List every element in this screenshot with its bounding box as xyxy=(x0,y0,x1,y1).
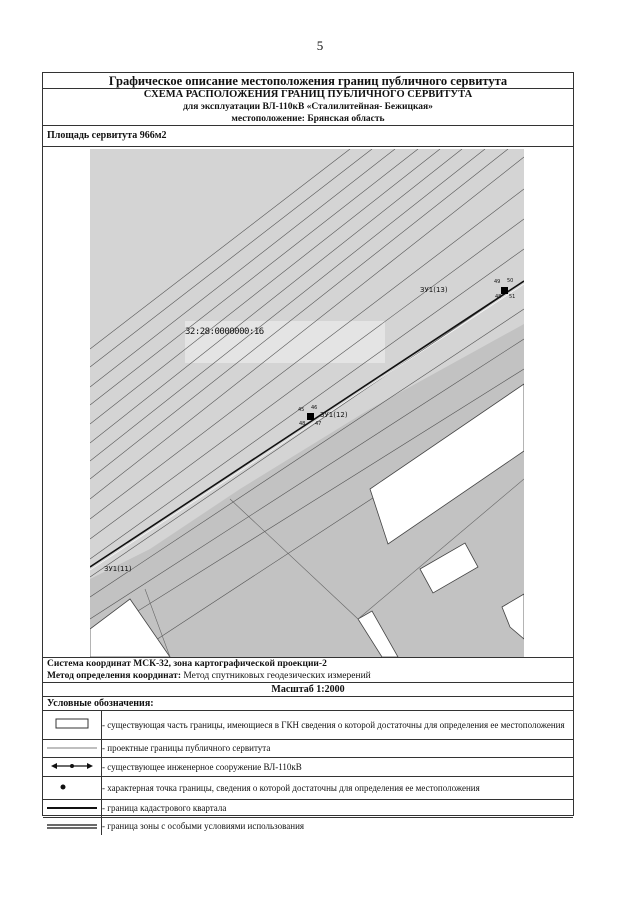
legend-text: - существующая часть границы, имеющиеся в ГКН сведения о которой достаточны для определения ее местоположения xyxy=(102,711,574,740)
document-title: Графическое описание местоположения границ публичного сервитута xyxy=(43,73,573,89)
point-number: 46 xyxy=(311,405,318,411)
special-zone-symbol xyxy=(43,819,101,833)
legend-row xyxy=(43,758,573,777)
cadastral-quarter-symbol xyxy=(43,801,101,815)
header xyxy=(43,73,573,126)
point-number: 45 xyxy=(298,407,305,413)
scheme-map xyxy=(90,149,524,657)
legend-symbol xyxy=(43,818,102,836)
legend-symbol xyxy=(43,800,102,818)
page-number: 5 xyxy=(316,38,324,53)
zu-label-11: ЗУ1(11) xyxy=(104,565,132,573)
coordinate-system: Система координат МСК-32, зона картографической проекции-2 xyxy=(47,659,327,669)
legend-symbol xyxy=(43,758,102,777)
legend-row xyxy=(43,800,573,818)
legend-text: - существующее инженерное сооружение ВЛ-110кВ xyxy=(102,758,574,777)
map-scale: Масштаб 1:2000 xyxy=(43,682,573,697)
point-number: 48 xyxy=(299,421,306,427)
cadastral-label: 32:28:0000000:16 xyxy=(185,327,264,337)
boundary-point-symbol xyxy=(43,777,101,797)
legend-text: - характерная точка границы, сведения о которой достаточны для определения ее местоположения xyxy=(102,777,574,800)
legend-text: - проектные границы публичного сервитута xyxy=(102,740,574,758)
point-number: 49 xyxy=(494,279,501,285)
servitude-area: Площадь сервитута 966м2 xyxy=(43,126,573,147)
boundary-point-marker xyxy=(307,413,314,420)
map-box xyxy=(43,147,573,658)
scheme-title: СХЕМА РАСПОЛОЖЕНИЯ ГРАНИЦ ПУБЛИЧНОГО СЕРВИТУТА xyxy=(143,89,473,100)
legend-row xyxy=(43,740,573,758)
coordinate-method-value: Метод спутниковых геодезических измерений xyxy=(183,671,371,681)
power-line-symbol xyxy=(43,758,101,774)
legend-symbol xyxy=(43,711,102,740)
point-number: 50 xyxy=(507,278,514,284)
project-boundary-symbol xyxy=(43,741,101,755)
point-number: 51 xyxy=(509,294,516,300)
map-drawing xyxy=(90,149,524,657)
coordinate-method-label: Метод определения координат: xyxy=(47,671,181,681)
point-number: 47 xyxy=(315,421,322,427)
legend-table xyxy=(43,711,573,835)
boundary-point-marker xyxy=(501,287,508,294)
legend-symbol xyxy=(43,740,102,758)
legend-symbol xyxy=(43,777,102,800)
coordinate-method xyxy=(43,670,573,682)
zu-label-12: ЗУ1(12) xyxy=(320,411,348,419)
point-number: 48 xyxy=(495,294,502,300)
location-line: местоположение: Брянская область xyxy=(231,114,385,124)
purpose-line: для эксплуатации ВЛ-110кВ «Сталилитейная- Бежицкая» xyxy=(183,102,433,112)
legend-row xyxy=(43,777,573,800)
legend-text: - граница зоны с особыми условиями использования xyxy=(102,821,305,831)
zu-label-13: ЗУ1(13) xyxy=(420,286,448,294)
document-frame xyxy=(42,72,574,831)
legend-title: Условные обозначения: xyxy=(43,697,573,711)
legend-row xyxy=(43,711,573,740)
legend-row xyxy=(43,818,573,836)
legend-text: - граница кадастрового квартала xyxy=(102,800,574,818)
existing-boundary-symbol xyxy=(43,711,101,737)
